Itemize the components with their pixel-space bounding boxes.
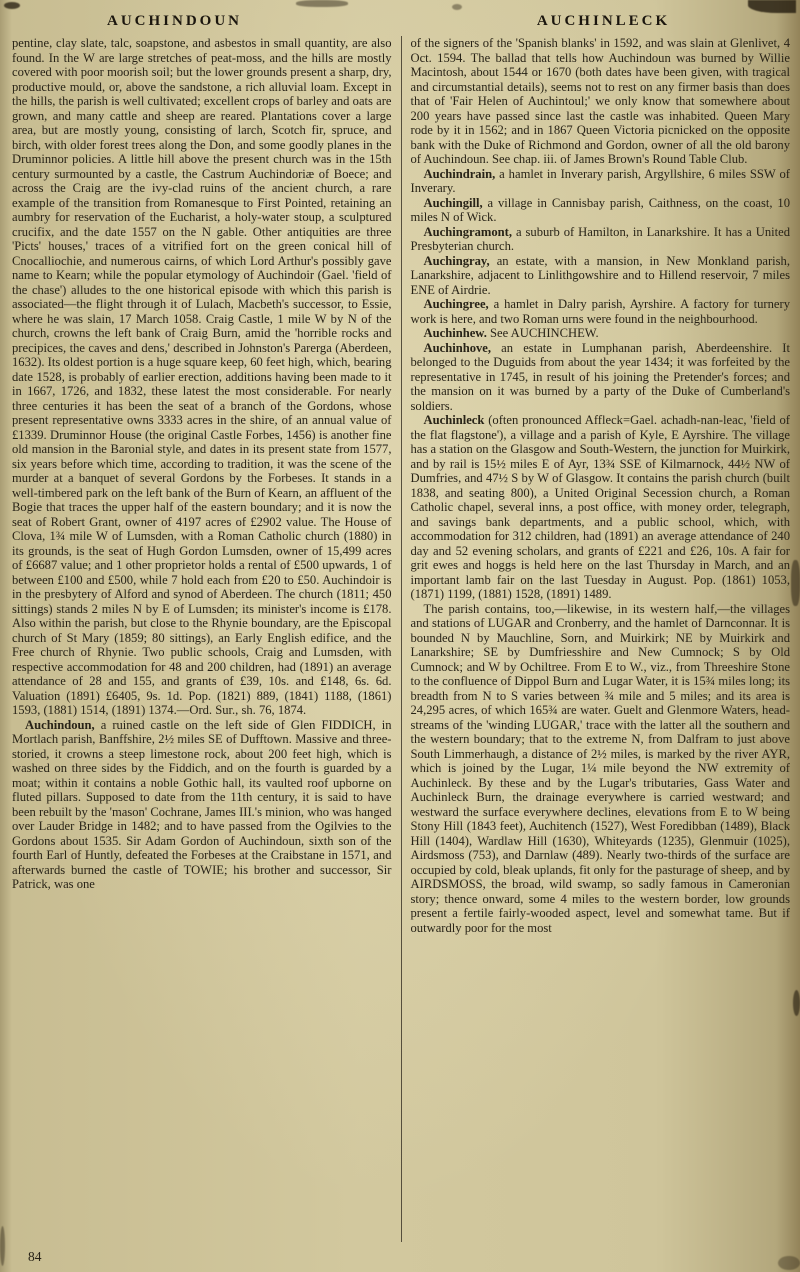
paragraph-text: a hamlet in Dalry parish, Ayrshire. A factory for turnery work is here, and two Roman urns were found in the neighbourhood. (410, 297, 790, 326)
running-header (12, 8, 790, 34)
entry-name: Auchingree, (423, 297, 489, 311)
page-number: 84 (28, 1249, 42, 1264)
entry-name: Auchinhove, (423, 340, 492, 355)
paragraph-text: a ruined castle on the left side of Glen FIDDICH, in Mortlach parish, Banffshire, 2½ miles SE of Dufftown. Massive and three-storied, it crowns a steep limestone rock, about 200 feet high, which is washed on three sides by the Fiddich, and on the fourth is guarded by a moat; within it contains a noble Gothic hall, its vaulted roof upborne on fluted pillars. Supposed to date from the 11th century, it is said to have been rebuilt by the 'mason' Cochrane, James III.'s minion, who was hanged over Lauder Bridge in 1482; and to have passed from the Ogilvies to the Gordons about 1535. Sir Adam Gordon of Auchindoun, sixth son of the fourth Earl of Huntly, defeated the Forbeses at the Craibstane in 1571, and afterwards burned the castle of TOWIE; his brother and successor, Sir Patrick, was one (12, 717, 392, 891)
continuation-paragraph (12, 36, 392, 718)
running-title-right: AUCHINLECK (536, 12, 671, 29)
scan-artifact (778, 1256, 800, 1270)
entry-paragraph-auchinhove (411, 341, 791, 414)
entry-paragraph-auchingree (411, 297, 791, 326)
entry-paragraph-auchingramont (411, 225, 791, 254)
continuation-paragraph (411, 36, 791, 167)
entry-paragraph-auchingray (411, 254, 791, 298)
paragraph-text: a hamlet in Inverary parish, Argyllshire, 6 miles SSW of Inverary. (410, 166, 790, 195)
parish-description-paragraph (411, 602, 791, 936)
entry-name: Auchingill, (423, 195, 483, 210)
entry-paragraph-auchindrain (411, 167, 791, 196)
paragraph-text: See AUCHINCHEW. (486, 326, 599, 340)
entry-name: Auchindoun, (25, 717, 95, 732)
scan-artifact (791, 560, 800, 606)
paragraph-text: of the signers of the 'Spanish blanks' in 1592, and was slain at Glenlivet, 4 Oct. 1594. The ballad that tells how Auchindoun was burned by Willie Macintosh, about 1544 or 1670 (both dates have been given, with tragical and circumstantial details), seems not to rest on any firmer basis than does that of 'Fair Helen of Auchintoul;' we only know that somewhere about 200 years have passed since last the castle was inhabited. Queen Mary rode by it in 1562; and in 1867 Queen Victoria picnicked on the opposite bank with the Duke of Richmond and Gordon, owner of all the old barony of Auchindoun. See chap. iii. of James Brown's Round Table Club. (410, 36, 790, 166)
scan-artifact (296, 0, 348, 7)
entry-paragraph-auchingill (411, 196, 791, 225)
paragraph-text: pentine, clay slate, talc, soapstone, and asbestos in small quantity, are also found. In the W are large stretches of peat-moss, and the hills are mostly covered with poor moorish soil; but the lower grounds present a sharp, dry, productive mould, or, above the sandstone, a rich alluvial loam. Except in the hills, the parish is well cultivated; excellent crops of barley and oats are grown, and many cattle and sheep are reared. Plantations cover a large area, but are mostly young, consisting of larch, Scotch fir, spruce, and birch, with older forest trees along the Don, and some goodly planes in the Druminnor policies. A little hill above the present church was in the 15th century surmounted by a castle, the Castrum Auchindoriæ of Boece; and across the Craig are the ivy-clad ruins of the ancient church, a rare example of the transition from Romanesque to First Pointed, retaining an aumbry for reservation of the Eucharist, a holy-water stoup, a sculptured crucifix, and the date 1557 on the N gable. Other antiquities are three 'Picts' houses,' traces of a vitrified fort on the green conical hill of Cnocalliochie, and numerous cairns, of which Lord Arthur's possibly gave name to Kearn; while the popular etymology of Auchindoir (Gael. 'field of the chase') alludes to the one historical episode with which this parish is associated—the flight through it of Lulach, Macbeth's successor, to Essie, where he was slain, 17 March 1058. Craig Castle, 1 mile W by N of the church, crowns the left bank of Craig Burn, amid the 'horrible rocks and precipices, the caves and dens,' described in Johnston's Parerga (Aberdeen, 1632). Its oldest portion is a huge square keep, 60 feet high, which, bearing date 1528, is probably of earlier erection, additions having been made to it in 1667, 1726, and 1832, these latest the most considerable. For nearly three centuries it has been the seat of a branch of the Gordons, whose present representative owns 3333 acres in the shire, of an annual value of £1339. Druminnor House (the original Castle Forbes, 1456) is another fine old mansion in the Baronial style, and dates in its present state from 1577, six years before which time, according to tradition, it was the scene of the murder at a banquet of several Gordons by the Forbeses. It stands in a well-timbered park on the left bank of the Burn of Kearn, an affluent of the Bogie that traces the upper half of the eastern boundary; and it is now the seat of Robert Grant, owner of 4197 acres of £2902 value. The House of Clova, 1¾ mile W of Lumsden, with a Roman Catholic church (1880) in its grounds, is the seat of Hugh Gordon Lumsden, owner of 15,499 acres of £6687 value; and 1 other proprietor holds a rental of £500 upwards, 1 of between £100 and £500, while 7 hold each from £20 to £50. Auchindoir is in the presbytery of Alford and synod of Aberdeen. The church (1811; 450 sittings) stands 2 miles N by E of Lumsden; its minister's income is £178. Also within the parish, but close to the Rhynie boundary, are the Episcopal church of St Mary (1859; 80 sittings), an Early English edifice, and the Free church of Rhynie. Two public schools, Craig and Lumsden, with respective accommodation for 48 and 200 children, had (1891) an average attendance of 28 and 155, and grants of £39, 10s. and £148, 6s. 6d. Valuation (1891) £6405, 9s. 1d. Pop. (1821) 889, (1841) 1188, (1861) 1593, (1881) 1514, (1891) 1374.—Ord. Sur., sh. 76, 1874. (12, 36, 392, 717)
right-column (402, 36, 791, 1242)
scan-artifact (793, 990, 800, 1016)
entry-paragraph-auchindoun (12, 718, 392, 892)
left-column (12, 36, 401, 1242)
paragraph-text: (often pronounced Affleck=Gael. achadh-nan-leac, 'field of the flat flagstone'), a village and a parish of Kyle, E Ayrshire. The village has a station on the Glasgow and South-Western, the junction for Muirkirk, and by rail is 15½ miles E of Ayr, 13¾ SSE of Kilmarnock, 44½ NW of Dumfries, and 47½ S by W of Glasgow. It contains the parish church (built 1838, and seating 800), a United Original Secession church, a Roman Catholic chapel, several inns, a post office, with money order, telegraph, and savings bank departments, and a public school, which, with accommodation for 312 children, had (1891) an average attendance of 240 day and 52 evening scholars, and grants of £221 and £26, 10s. A fair for grit ewes and hoggs is held here on the last Thursday in March, and an important lamb fair on the last Tuesday in August. Pop. (1861) 1053, (1871) 1199, (1881) 1528, (1891) 1489. (410, 413, 790, 601)
paragraph-text: The parish contains, too,—likewise, in its western half,—the villages and stations of LUGAR and Cronberry, and the hamlet of Darnconnar. It is bounded N by Mauchline, Sorn, and Muirkirk; NE by Muirkirk and Lanarkshire; SE by Dumfriesshire and New Cumnock; S by Old Cumnock; and W by Ochiltree. From E to W., viz., from Threeshire Stone to the confluence of Dippol Burn and Lugar Water, it is 15¾ miles long; its breadth from N to S varies between ¾ mile and 5 miles; and its area is 24,295 acres, of which 165¾ are water. Guelt and Glenmore Waters, head-streams of the 'winding LUGAR,' trace with the latter all the southern and the western boundary; that to the extreme N, from Dalfram to just above South Limmerhaugh, a distance of 2½ miles, is marked by the river AYR, which is joined by the Lugar, 1¼ mile beyond the NW extremity of Auchinleck. By these and by the Lugar's tributaries, Gass Water and Auchinleck Burn, the drainage everywhere is carried westward; and westward the surface everywhere declines, elevations from E to W being Stony Hill (1843 feet), Auchitench (1527), West Foredibban (1489), Black Hill (1404), Wardlaw Hill (1630), Whiteyards (1235), Glenmuir (1025), Airdsmoss (753), and Darnlaw (489). Nearly two-thirds of the surface are occupied by cold, bleak uplands, fit only for the pasturage of sheep, and by AIRDSMOSS, the broad, wild swamp, so sadly famous in Cameronian story; thence onward, some 4 miles to the western border, low grounds present a fertile fairly-wooded aspect, level and somewhat tame. But if outwardly poor for the most (410, 601, 790, 935)
scan-artifact (4, 2, 20, 9)
scan-artifact (452, 4, 462, 10)
entry-name: Auchinhew. (423, 326, 487, 340)
running-title-left: AUCHINDOUN (107, 12, 242, 29)
text-columns (12, 36, 790, 1242)
entry-paragraph-auchinleck (411, 413, 791, 602)
scan-artifact (0, 1226, 5, 1266)
entry-name: Auchinleck (423, 413, 485, 427)
paragraph-text: a village in Cannisbay parish, Caithness, on the coast, 10 miles N of Wick. (410, 195, 790, 224)
entry-name: Auchindrain, (423, 166, 496, 181)
paragraph-text: a suburb of Hamilton, in Lanarkshire. It has a United Presbyterian church. (410, 224, 790, 253)
entry-name: Auchingramont, (423, 224, 513, 239)
paragraph-text: an estate in Lumphanan parish, Aberdeenshire. It belonged to the Duguids from about the year 1434; it was forfeited by the representative in 1745, in result of his joining the Pretender's forces; and the mansion on it was burned by a party of the Duke of Cumberland's soldiers. (410, 340, 790, 413)
paragraph-text: an estate, with a mansion, in New Monkland parish, Lanarkshire, adjacent to Linlithgowshire and to Hillend reservoir, 7 miles ENE of Airdrie. (410, 253, 790, 297)
entry-name: Auchingray, (423, 253, 490, 268)
entry-paragraph-auchinhew (411, 326, 791, 341)
